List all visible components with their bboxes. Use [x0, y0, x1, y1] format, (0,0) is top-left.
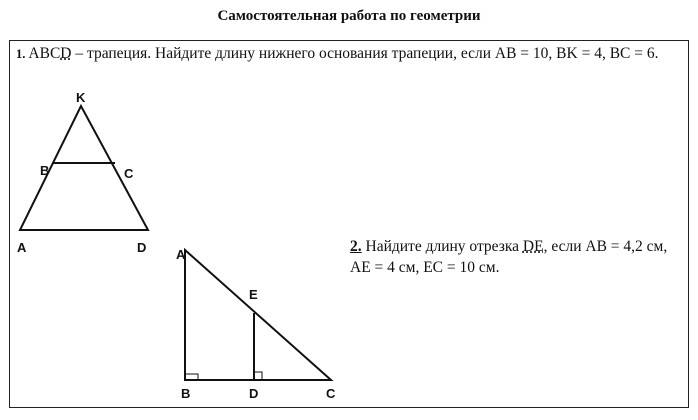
task-1-part-a: ABC	[28, 45, 61, 62]
task-2-number: 2.	[350, 238, 362, 255]
fig1-label-k: K	[76, 90, 86, 105]
fig2-label-d: D	[249, 386, 259, 401]
task-1-number: 1.	[16, 47, 26, 61]
fig1-label-d: D	[137, 240, 147, 255]
fig2-label-c: C	[326, 386, 336, 401]
right-angle-marks	[185, 372, 262, 380]
page-title: Самостоятельная работа по геометрии	[217, 8, 481, 24]
fig2-label-b: B	[181, 386, 191, 401]
task-1-part-c: – трапеция. Найдите длину нижнего основания трапеции, если AB = 10, BK = 4, BC = 6.	[71, 45, 659, 62]
fig1-label-b: B	[40, 163, 50, 178]
triangle-abc	[185, 250, 331, 380]
right-angle-mark-d	[254, 372, 262, 380]
fig1-label-a: A	[17, 240, 27, 255]
fig1-label-c: C	[124, 166, 134, 181]
task-2-part-a: Найдите длину отрезка	[361, 238, 523, 255]
figure-2-right-triangle-diagram	[185, 250, 331, 380]
task-1-part-b: D	[60, 45, 72, 62]
task-2-part-c: , если AB = 4,2 см, AE = 4 см, EC = 10 см.	[350, 238, 668, 276]
fig2-label-e: E	[249, 287, 258, 302]
fig2-label-a: A	[176, 247, 186, 262]
task-2-part-b: DE	[522, 238, 544, 255]
